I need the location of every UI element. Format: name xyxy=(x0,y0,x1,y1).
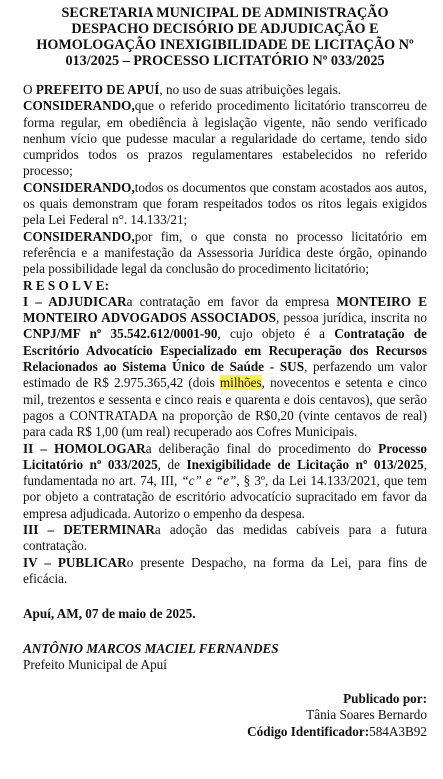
highlighted-word: milhões xyxy=(219,375,262,391)
identifier-label: Código Identificador: xyxy=(247,723,370,739)
considerando-3 xyxy=(23,229,427,278)
item-text: , § 3º, da Lei 14.133/2021, que tem por objeto a contratação de escritório advocatício supracitado em favor da empresa adjudicada. Autorizo o empenho da despesa. xyxy=(23,473,428,521)
published-by-name: Tânia Soares Bernardo xyxy=(306,707,427,723)
item-label: III – DETERMINAR xyxy=(23,522,155,538)
signer-name: ANTÔNIO MARCOS MACIEL FERNANDES xyxy=(23,640,279,656)
title-line: DESPACHO DECISÓRIO DE ADJUDICAÇÃO E xyxy=(71,21,379,37)
spacer xyxy=(23,587,427,606)
title-line: 013/2025 – PROCESSO LICITATÓRIO Nº 033/2025 xyxy=(65,53,385,69)
item-text: , pessoa jurídica, inscrita no xyxy=(275,310,427,326)
considerando-label: CONSIDERANDO, xyxy=(23,98,135,114)
considerando-1 xyxy=(23,98,427,179)
company-name: MONTEIRO E MONTEIRO ADVOGADOS ASSOCIADOS xyxy=(23,293,428,326)
title-line: SECRETARIA MUNICIPAL DE ADMINISTRAÇÃO xyxy=(61,5,389,21)
intro-bold: PREFEITO DE APUÍ xyxy=(35,82,160,97)
published-by-label: Publicado por: xyxy=(343,691,427,707)
item-text: , fundamentada no art. 74, III, xyxy=(23,456,427,489)
item-publicar xyxy=(23,555,427,588)
spacer xyxy=(23,673,427,691)
identifier-line xyxy=(23,724,427,740)
item-text: , de xyxy=(157,456,187,472)
item-adjudicar xyxy=(23,294,427,441)
cnpj-number: CNPJ/MF nº 35.542.612/0001-90 xyxy=(23,326,218,342)
considerando-label: CONSIDERANDO, xyxy=(23,179,135,195)
considerando-2 xyxy=(23,180,427,229)
intro-text: , no uso de suas atribuições legais. xyxy=(159,82,342,97)
title-line: HOMOLOGAÇÃO INEXIGIBILIDADE DE LICITAÇÃO Nº xyxy=(36,37,414,53)
document-title xyxy=(23,5,427,69)
signer-role: Prefeito Municipal de Apuí xyxy=(23,656,167,672)
considerando-text: todos os documentos que constam acostados aos autos, os quais demonstram que foram respeitados todos os ritos legais exigidos pela Lei Federal n°. 14.133/21; xyxy=(23,179,427,228)
item-homologar xyxy=(23,441,427,522)
item-determinar xyxy=(23,522,427,555)
identifier-value: 584A3B92 xyxy=(369,723,427,739)
considerando-text: por fim, o que consta no processo licitatório em referência e a manifestação da Assessoria Jurídica deste órgão, opinando pela possibilidade legal da conclusão do procedimento licitatório; xyxy=(23,228,427,277)
intro-paragraph xyxy=(23,82,427,98)
item-text: a contratação em favor da empresa xyxy=(126,293,337,309)
inexigibility-number: Inexigibilidade de Licitação nº 013/2025 xyxy=(186,456,424,472)
item-text: , novecentos e setenta e cinco mil, trezentos e sessenta e cinco reais e quarenta e dois centavos), que serão pagos a CONTRATADA na proporção de R$0,20 (vinte centavos de real) para cada R$ 1,00 (um real) recuperado aos Cofres Municipais. xyxy=(23,375,428,440)
law-letters: “c” e “e” xyxy=(181,473,237,489)
resolve-heading: R E S O L V E: xyxy=(23,277,109,293)
item-text: a deliberação final do procedimento do xyxy=(145,440,379,456)
item-text: o presente Despacho, na forma da Lei, para fins de eficácia. xyxy=(23,554,427,586)
process-number: Processo Licitatório nº 033/2025 xyxy=(23,440,427,472)
item-label: IV – PUBLICAR xyxy=(23,554,127,570)
item-label: I – ADJUDICAR xyxy=(23,293,127,309)
contract-object: Contratação de Escritório Advocatício Especializado em Recuperação dos Recursos Relacionados ao Sistema Único de Saúde - SUS xyxy=(23,326,427,375)
spacer xyxy=(23,623,427,641)
intro-prefix: O xyxy=(23,82,36,97)
item-text: a adoção das medidas cabíveis para a futura contratação. xyxy=(23,522,427,554)
considerando-text: que o referido procedimento licitatório transcorreu de forma regular, em obediência à legislação vigente, não sendo verificado nenhum vício que pudesse macular a regularidade do certame, tendo sido cumpridos todos os prazos regulamentares estabelecidos no referido processo; xyxy=(23,98,427,179)
item-text: , cujo objeto é a xyxy=(217,326,335,342)
item-label: II – HOMOLOGAR xyxy=(23,440,146,456)
item-text: , perfazendo um valor estimado de R$ 2.975.365,42 (dois xyxy=(23,359,427,391)
considerando-label: CONSIDERANDO, xyxy=(23,228,135,244)
date-line: Apuí, AM, 07 de maio de 2025. xyxy=(23,606,196,622)
